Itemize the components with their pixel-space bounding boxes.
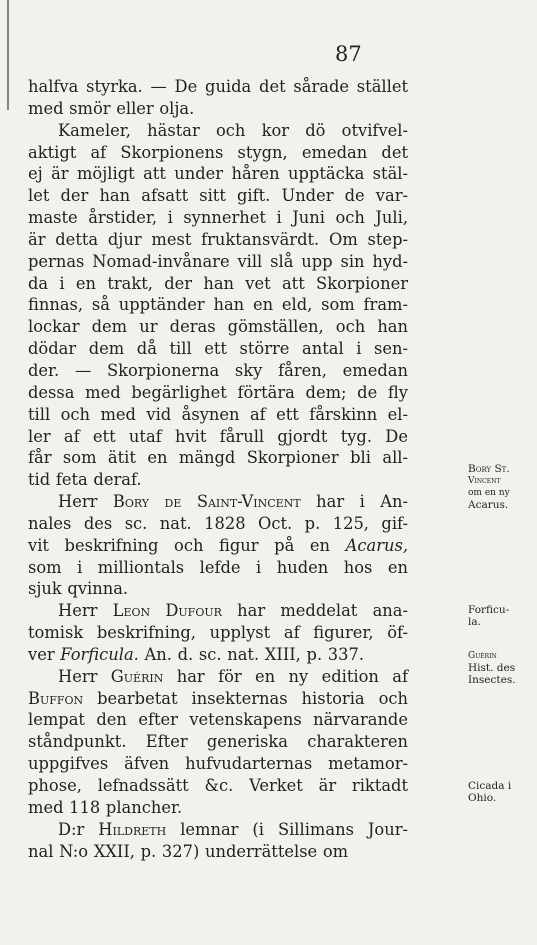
margin-note-guerin [468,650,516,686]
author-name: Leon Dufour [112,601,222,621]
text-line: som i milliontals lefde i huden hos en [28,557,408,577]
text-line: med 118 plancher. [28,797,183,817]
text-line: Herr Guérin har för en ny edition af [58,666,409,686]
text-line: da i en trakt, der han vet att Skorpioner [28,273,408,293]
margin-note-bory [468,463,510,511]
text-line: Kameler, hästar och kor dö otvifvel- [58,120,408,140]
text-line: dessa med begärlighet förtära dem; de fly [28,382,408,402]
page-number: 87 [335,42,362,66]
text-line: pernas Nomad-invånare vill slå upp sin hyd- [28,251,408,271]
margin-note-line: Cicada i [468,780,512,792]
paragraph-scorpions [28,76,408,491]
paragraph-guerin [28,666,408,819]
margin-note-line: la. [468,616,481,628]
text-line: är detta djur mest fruktansvärdt. Om step- [28,229,408,249]
text-line: med smör eller olja. [28,98,195,118]
text-line: D:r Hildreth lemnar (i Sillimans Jour- [58,819,408,839]
margin-note-line: Guérin [468,651,497,661]
text-line: let der han afsatt sitt gift. Under de var- [28,186,408,206]
margin-note-line: Bory St. [468,463,510,475]
text-line: Buffon bearbetat insekternas historia och [28,688,408,708]
text-line: får som ätit en mängd Skorpioner bli all- [28,448,408,468]
margin-note-line: Forficu- [468,604,510,616]
text-line: lockar dem ur deras gömställen, och han [28,317,408,337]
text-line: aktigt af Skorpionens stygn, emedan det [28,142,408,162]
text-line: finnas, så upptänder han en eld, som fram- [28,295,408,315]
margin-note-line: Ohio. [468,792,497,804]
paragraph-bory [28,491,408,600]
text-line: lempat den efter vetenskapens närvarande [28,710,408,730]
text-line: ståndpunkt. Efter generiska charakteren [28,732,408,752]
text-line: phose, lefnadssätt &c. Verket är riktadt [28,776,408,795]
text-line: ej är möjligt att under håren upptäcka stäl- [28,164,408,184]
author-name: Buffon [28,688,84,708]
text-line: Herr Leon Dufour har meddelat ana- [58,601,408,621]
text-line: ver Forficula. An. d. sc. nat. XIII, p. 337. [28,644,365,664]
binding-edge [7,0,9,110]
text-line: nal N:o XXII, p. 327) underrättelse om [28,841,349,861]
text-line: der. — Skorpionerna sky fåren, emedan [28,360,408,380]
margin-note-cicada [468,780,511,804]
text-line: Herr Bory de Saint-Vincent har i An- [58,492,408,512]
margin-note-line: Acarus. [468,499,509,511]
text-line: uppgifves äfven hufvudarternas metamor- [28,754,408,774]
genus-name: Forficula. [60,644,139,664]
paragraph-hildreth [28,819,408,863]
text-line: dödar dem då till ett större antal i sen- [28,339,408,359]
text-line: halfva styrka. — De guida det sårade stället [28,77,408,96]
paragraph-dufour [28,600,408,666]
margin-note-line: Vincent [468,476,501,486]
text-line: till och med vid åsynen af ett fårskinn el- [28,404,408,424]
genus-name: Acarus, [345,535,408,555]
text-line: tomisk beskrifning, upplyst af figurer, öf- [28,623,408,643]
text-line: maste årstider, i synnerhet i Juni och Juli, [28,208,408,228]
text-line: tid feta deraf. [28,470,142,490]
text-line: nales des sc. nat. 1828 Oct. p. 125, gif- [28,513,408,533]
text-line: sjuk qvinna. [28,579,129,599]
body-text [28,76,408,862]
author-name: Hildreth [98,819,167,839]
margin-note-forficula [468,604,509,628]
margin-note-line: Insectes. [468,674,516,686]
margin-note-line: om en ny [468,488,510,498]
margin-note-line: Hist. des [468,662,516,674]
text-line: ler af ett utaf hvit fårull gjordt tyg. De [28,426,408,446]
author-name: Guérin [110,666,164,686]
author-name: Bory de Saint-Vincent [112,492,301,512]
text-line: vit beskrifning och figur på en Acarus, [28,535,408,555]
